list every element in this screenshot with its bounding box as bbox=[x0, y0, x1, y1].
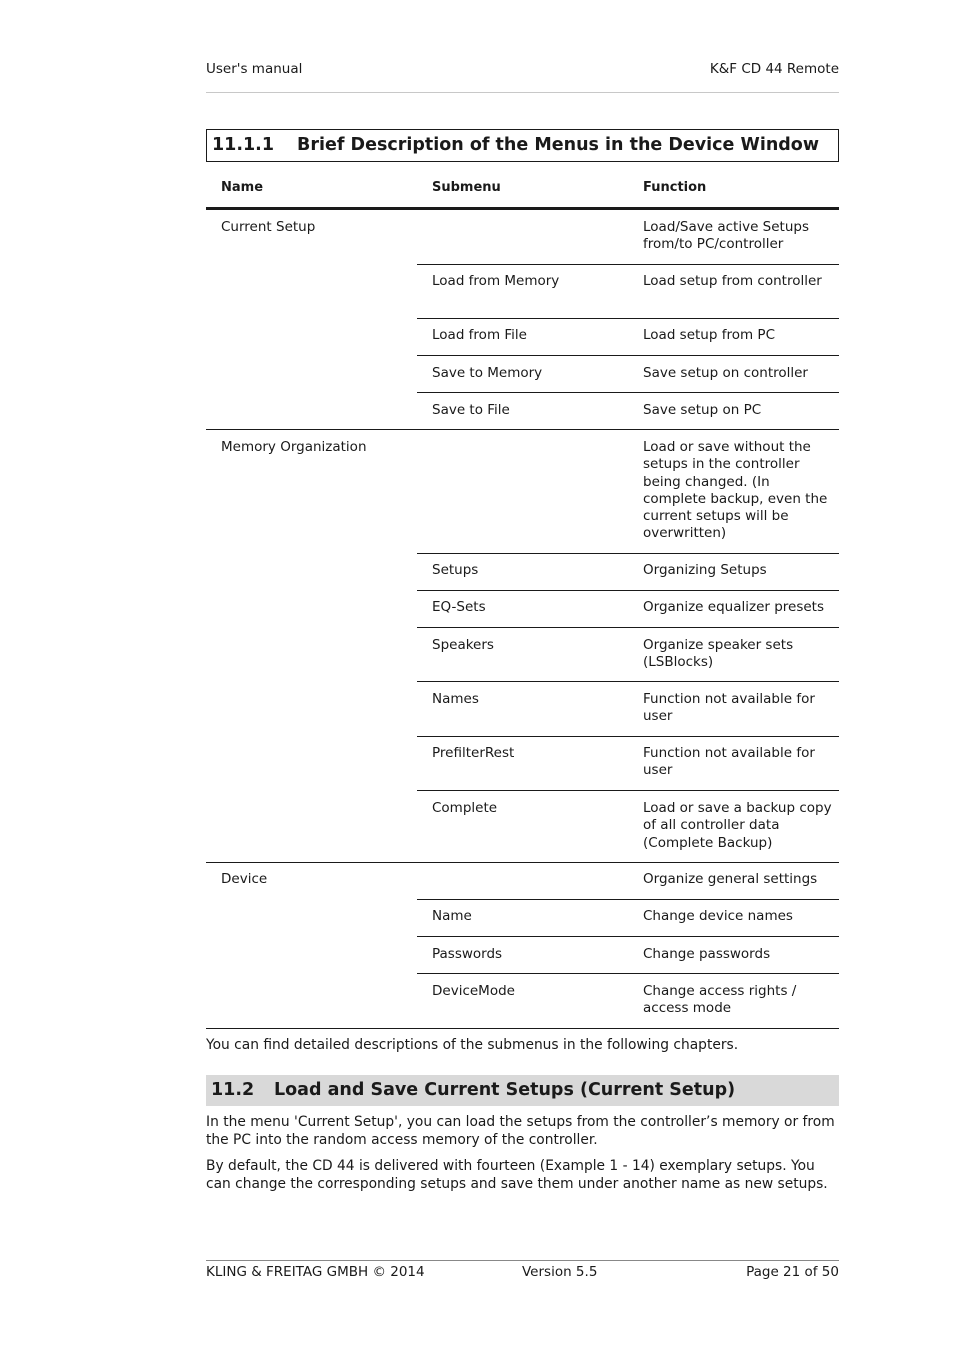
column-header-submenu: Submenu bbox=[432, 180, 501, 195]
table-cell-submenu: Name bbox=[432, 908, 472, 924]
table-cell-name: Current Setup bbox=[221, 219, 316, 235]
column-header-name: Name bbox=[221, 180, 264, 195]
table-cell-function: Load setup from PC bbox=[643, 327, 776, 343]
body-paragraph: In the menu 'Current Setup', you can load the setups from the controller’s memory or from the PC into the random access memory of the controller. bbox=[206, 1114, 835, 1148]
table-bottom-rule bbox=[206, 1028, 839, 1029]
table-cell-name: Device bbox=[221, 871, 268, 887]
table-cell-submenu: EQ-Sets bbox=[432, 599, 486, 615]
table-header-rule bbox=[206, 207, 839, 210]
row-divider bbox=[417, 736, 839, 737]
group-divider bbox=[206, 862, 839, 863]
footer-rule bbox=[206, 1260, 839, 1261]
table-cell-submenu: Speakers bbox=[432, 637, 494, 653]
row-divider bbox=[417, 973, 839, 974]
table-cell-function: Load setup from controller bbox=[643, 273, 822, 289]
group-divider bbox=[206, 429, 839, 430]
table-note: You can find detailed descriptions of the submenus in the following chapters. bbox=[206, 1037, 739, 1053]
section-number: 11.2 bbox=[211, 1080, 255, 1100]
row-divider bbox=[417, 355, 839, 356]
table-cell-submenu: Complete bbox=[432, 800, 498, 816]
table-cell-function: Change device names bbox=[643, 908, 793, 924]
column-header-function: Function bbox=[643, 180, 707, 195]
footer-center: Version 5.5 bbox=[522, 1264, 598, 1280]
table-cell-function: Change passwords bbox=[643, 946, 771, 962]
table-cell-function: Function not available for user bbox=[643, 691, 815, 725]
footer-left: KLING & FREITAG GMBH © 2014 bbox=[206, 1264, 425, 1280]
table-cell-function: Organize equalizer presets bbox=[643, 599, 825, 615]
section-number: 11.1.1 bbox=[212, 135, 275, 155]
row-divider bbox=[417, 392, 839, 393]
table-cell-function: Organize general settings bbox=[643, 871, 818, 887]
row-divider bbox=[417, 553, 839, 554]
row-divider bbox=[417, 318, 839, 319]
section-heading-11-2 bbox=[206, 1075, 839, 1106]
row-divider bbox=[417, 790, 839, 791]
table-cell-submenu: Names bbox=[432, 691, 479, 707]
table-cell-submenu: Setups bbox=[432, 562, 479, 578]
table-cell-function: Save setup on PC bbox=[643, 402, 762, 418]
section-heading-11-1-1 bbox=[206, 129, 839, 162]
section-title: Load and Save Current Setups (Current Setup) bbox=[274, 1080, 736, 1100]
table-cell-submenu: Save to Memory bbox=[432, 365, 543, 381]
header-right: K&F CD 44 Remote bbox=[709, 61, 839, 77]
row-divider bbox=[417, 264, 839, 265]
section-title: Brief Description of the Menus in the Device Window bbox=[297, 135, 819, 155]
row-divider bbox=[417, 936, 839, 937]
table-cell-submenu: Load from Memory bbox=[432, 273, 560, 289]
footer-page-number: Page 21 of 50 bbox=[746, 1264, 839, 1280]
table-cell-function: Organizing Setups bbox=[643, 562, 767, 578]
table-cell-function: Function not available for user bbox=[643, 745, 815, 779]
table-cell-function: Load or save a backup copy of all controller data (Complete Backup) bbox=[643, 800, 832, 851]
table-cell-function: Load/Save active Setups from/to PC/controller bbox=[643, 219, 810, 253]
table-cell-submenu: Load from File bbox=[432, 327, 527, 343]
table-cell-function: Save setup on controller bbox=[643, 365, 808, 381]
row-divider bbox=[417, 590, 839, 591]
header-rule bbox=[206, 92, 839, 93]
table-cell-function: Change access rights / access mode bbox=[643, 983, 797, 1017]
row-divider bbox=[417, 681, 839, 682]
table-cell-submenu: PrefilterRest bbox=[432, 745, 515, 761]
table-cell-name: Memory Organization bbox=[221, 439, 367, 455]
table-cell-function: Organize speaker sets (LSBlocks) bbox=[643, 637, 794, 671]
table-cell-function: Load or save without the setups in the controller being changed. (In complete backup, even the current setups will be overwritten) bbox=[643, 439, 828, 542]
page-header bbox=[206, 61, 839, 81]
header-left: User's manual bbox=[206, 61, 303, 77]
table-cell-submenu: DeviceMode bbox=[432, 983, 515, 999]
document-page bbox=[206, 0, 839, 1350]
body-paragraph: By default, the CD 44 is delivered with fourteen (Example 1 - 14) exemplary setups. You can change the corresponding setups and save them under another name as new setups. bbox=[206, 1158, 828, 1192]
row-divider bbox=[417, 899, 839, 900]
row-divider bbox=[417, 627, 839, 628]
table-cell-submenu: Passwords bbox=[432, 946, 503, 962]
table-cell-submenu: Save to File bbox=[432, 402, 510, 418]
